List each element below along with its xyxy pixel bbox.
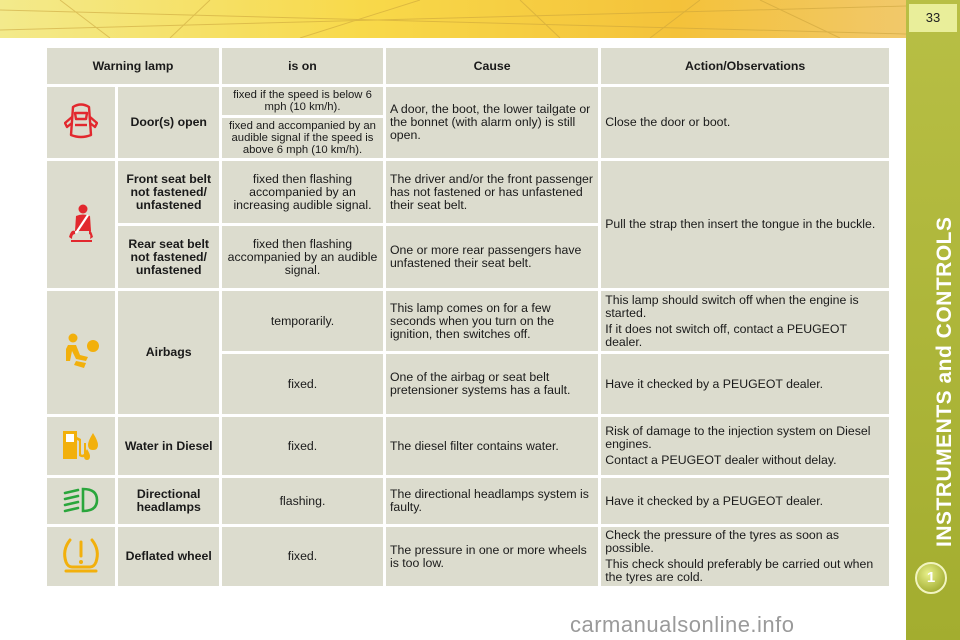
water-in-diesel-lamp bbox=[47, 417, 115, 475]
water-in-diesel-action-line-2: Contact a PEUGEOT dealer without delay. bbox=[605, 453, 837, 467]
directional-headlamp-lamp bbox=[47, 478, 115, 524]
table-row bbox=[47, 417, 889, 475]
airbags-action-startup-line-2: If it does not switch off, contact a PEUGEOT dealer. bbox=[605, 321, 847, 349]
airbags-action-fault: Have it checked by a PEUGEOT dealer. bbox=[601, 354, 889, 414]
table-row bbox=[47, 291, 889, 351]
warning-lamp-table bbox=[44, 45, 892, 589]
airbags-action-startup-line-1: This lamp should switch off when the engine is started. bbox=[605, 292, 859, 320]
table-row bbox=[47, 87, 889, 115]
deflated-wheel-action-line-2: This check should preferably be carried out when the tyres are cold. bbox=[605, 557, 874, 584]
lamp-name-rear-seatbelt: Rear seat belt not fastened/ unfastened bbox=[118, 226, 219, 288]
lamp-name-deflated-wheel: Deflated wheel bbox=[118, 527, 219, 586]
lamp-name-directional-headlamps: Directional headlamps bbox=[118, 478, 219, 524]
header-action: Action/Observations bbox=[601, 48, 889, 84]
water-in-diesel-action-line-1: Risk of damage to the injection system on Diesel engines. bbox=[605, 424, 871, 451]
lamp-name-front-seatbelt: Front seat belt not fastened/ unfastened bbox=[118, 161, 219, 223]
deflated-wheel-lamp bbox=[47, 527, 115, 586]
table-row bbox=[47, 527, 889, 586]
doors-is-on-low-speed: fixed if the speed is below 6 mph (10 km/h). bbox=[222, 87, 383, 115]
front-seatbelt-is-on: fixed then flashing accompanied by an increasing audible signal. bbox=[222, 161, 383, 223]
rear-seatbelt-is-on: fixed then flashing accompanied by an audible signal. bbox=[222, 226, 383, 288]
door-open-lamp bbox=[47, 87, 115, 158]
deflated-wheel-cause: The pressure in one or more wheels is too low. bbox=[386, 527, 598, 586]
header-cause: Cause bbox=[386, 48, 598, 84]
deflated-wheel-action-line-1: Check the pressure of the tyres as soon as possible. bbox=[605, 528, 839, 555]
airbags-is-on-fixed: fixed. bbox=[222, 354, 383, 414]
lamp-name-airbags: Airbags bbox=[118, 291, 219, 414]
airbags-action-startup bbox=[601, 291, 889, 351]
water-in-diesel-is-on: fixed. bbox=[222, 417, 383, 475]
airbags-is-on-temporarily: temporarily. bbox=[222, 291, 383, 351]
doors-action: Close the door or boot. bbox=[601, 87, 889, 158]
airbags-cause-fault: One of the airbag or seat belt pretensioner systems has a fault. bbox=[386, 354, 598, 414]
water-in-diesel-icon bbox=[59, 427, 103, 463]
seatbelt-action: Pull the strap then insert the tongue in the buckle. bbox=[601, 161, 889, 288]
lamp-name-doors: Door(s) open bbox=[118, 87, 219, 158]
lamp-name-water-in-diesel: Water in Diesel bbox=[118, 417, 219, 475]
deflated-wheel-is-on: fixed. bbox=[222, 527, 383, 586]
door-open-icon bbox=[64, 101, 98, 141]
header-is-on: is on bbox=[222, 48, 383, 84]
water-in-diesel-cause: The diesel filter contains water. bbox=[386, 417, 598, 475]
chapter-title: INSTRUMENTS and CONTROLS bbox=[933, 216, 956, 547]
airbag-lamp bbox=[47, 291, 115, 414]
airbag-icon bbox=[62, 331, 100, 371]
front-seatbelt-cause: The driver and/or the front passenger has not fastened or has unfastened their seat belt. bbox=[386, 161, 598, 223]
rear-seatbelt-cause: One or more rear passengers have unfastened their seat belt. bbox=[386, 226, 598, 288]
water-in-diesel-action bbox=[601, 417, 889, 475]
seatbelt-lamp bbox=[47, 161, 115, 288]
directional-headlamps-action: Have it checked by a PEUGEOT dealer. bbox=[601, 478, 889, 524]
deflated-wheel-icon bbox=[60, 536, 102, 574]
chapter-badge: 1 bbox=[915, 562, 947, 594]
airbags-cause-startup: This lamp comes on for a few seconds when you turn on the ignition, then switches off. bbox=[386, 291, 598, 351]
deflated-wheel-action bbox=[601, 527, 889, 586]
page-number: 33 bbox=[909, 4, 957, 32]
doors-is-on-high-speed: fixed and accompanied by an audible signal if the speed is above 6 mph (10 km/h). bbox=[222, 118, 383, 158]
directional-headlamps-is-on: flashing. bbox=[222, 478, 383, 524]
header-warning-lamp: Warning lamp bbox=[47, 48, 219, 84]
doors-cause: A door, the boot, the lower tailgate or the bonnet (with alarm only) is still open. bbox=[386, 87, 598, 158]
directional-headlamps-cause: The directional headlamps system is faulty. bbox=[386, 478, 598, 524]
watermark: carmanualsonline.info bbox=[570, 612, 795, 637]
header-banner bbox=[0, 0, 906, 38]
directional-headlamp-icon bbox=[61, 485, 101, 515]
seatbelt-icon bbox=[63, 203, 99, 243]
table-header-row bbox=[47, 48, 889, 84]
table-row bbox=[47, 161, 889, 223]
table-row bbox=[47, 478, 889, 524]
banner-decoration bbox=[0, 0, 906, 38]
